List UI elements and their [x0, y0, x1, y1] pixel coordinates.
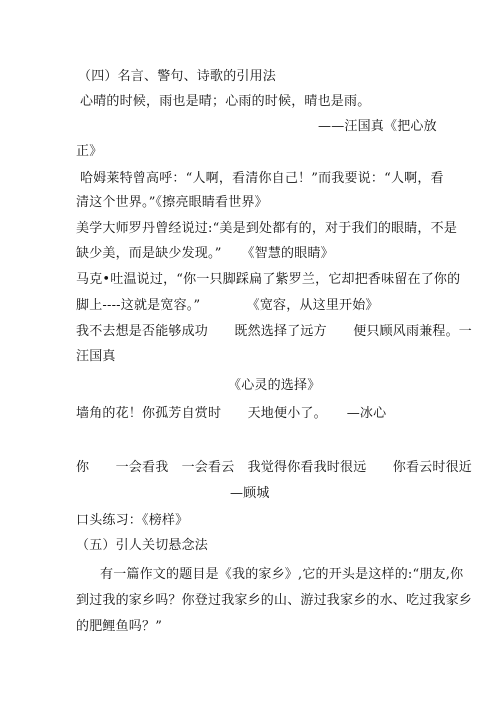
quote-attribution-continued: 正》 — [76, 144, 103, 159]
poem-choice-title: 《心灵的选择》 — [228, 378, 321, 393]
quote-rodin-line-1: 美学大师罗丹曾经说过:“美是到处都有的，对于我们的眼睛，不是 — [76, 221, 458, 236]
quote-rodin-line-2: 缺少美，而是缺少发现。” 《智慧的眼睛》 — [76, 246, 334, 261]
oral-practice: 口头练习：《榜样》 — [76, 513, 189, 528]
poem-gu-cheng: 你 一会看我 一会看云 我觉得你看我时很远 你看云时很近 — [76, 460, 473, 475]
section-five-heading: （五）引人关切悬念法 — [76, 538, 209, 553]
quote-wang-guozhen-line: 心晴的时候，雨也是晴；心雨的时候，晴也是雨。 — [80, 94, 371, 109]
quote-twain-line-2: 脚上----这就是宽容。” 《宽容，从这里开始》 — [76, 298, 379, 313]
paragraph-line-1: 有一篇作文的题目是《我的家乡》,它的开头是这样的:“朋友,你 — [100, 567, 464, 582]
poem-choice-line-2: 汪国真 — [76, 349, 116, 364]
poem-gu-cheng-attribution: —顾城 — [230, 486, 270, 501]
poem-choice-line-1: 我不去想是否能够成功 既然选择了远方 便只顾风雨兼程。一 — [76, 324, 473, 339]
quote-attribution: ——汪国真《把心放 — [318, 119, 437, 134]
section-four-heading: （四）名言、警句、诗歌的引用法 — [78, 69, 277, 84]
paragraph-line-3: 的肥鲤鱼吗？” — [76, 619, 163, 634]
paragraph-line-2: 到过我的家乡吗？你登过我家乡的山、游过我家乡的水、吃过我家乡 — [76, 593, 473, 608]
quote-twain-line-1: 马克•吐温说过，“你一只脚踩扁了紫罗兰，它却把香味留在了你的 — [76, 272, 461, 287]
quote-hamlet-line-2: 清这个世界。”《擦亮眼睛看世界》 — [76, 195, 268, 210]
quote-hamlet-line-1: 哈姆莱特曾高呼：“人啊，看清你自己！”而我要说：“人啊，看 — [80, 171, 444, 186]
poem-bing-xin: 墙角的花！你孤芳自赏时 天地便小了。 —冰心 — [76, 406, 387, 421]
